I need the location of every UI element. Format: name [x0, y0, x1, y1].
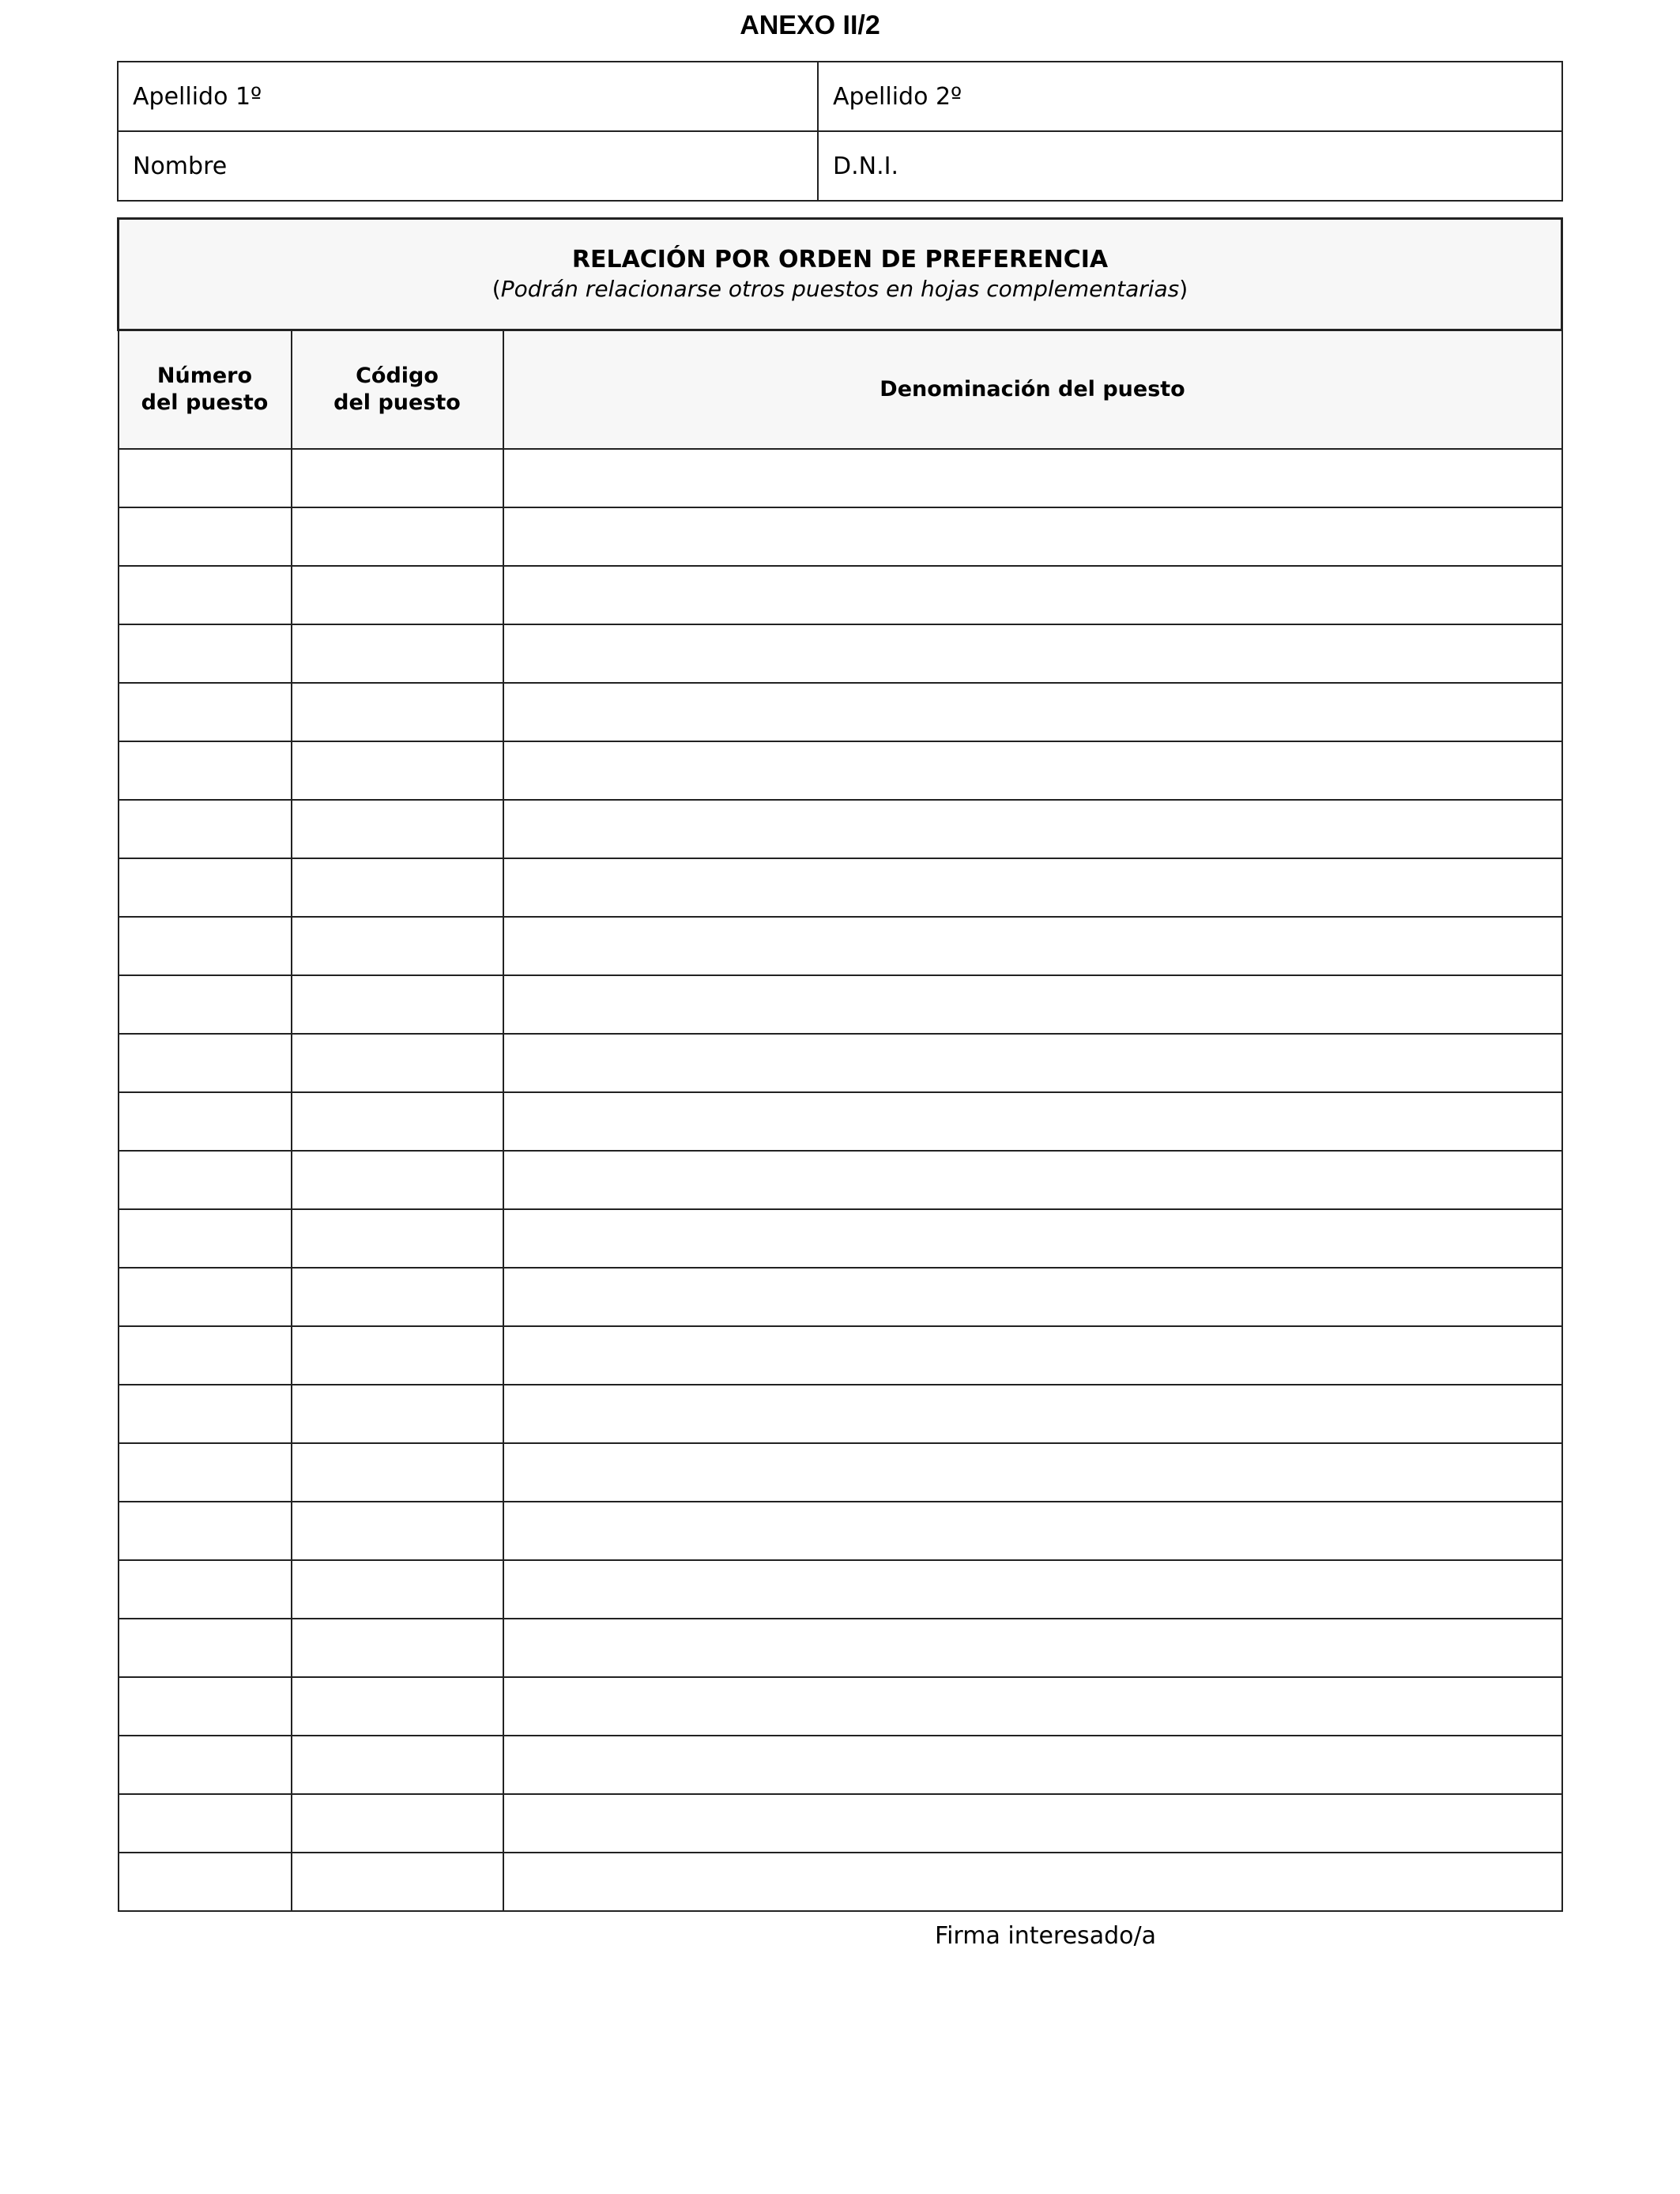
table-row [119, 1502, 1562, 1560]
apellido1-label: Apellido 1º [133, 82, 262, 111]
section-title: RELACIÓN POR ORDEN DE PREFERENCIA [571, 246, 1109, 273]
apellido2-field[interactable] [818, 62, 1562, 131]
denominacion-cell[interactable] [503, 917, 1562, 975]
denominacion-cell[interactable] [503, 1502, 1562, 1560]
table-row [119, 330, 1562, 450]
denominacion-cell[interactable] [503, 975, 1562, 1034]
numero-cell[interactable] [119, 624, 292, 683]
numero-cell[interactable] [119, 1502, 292, 1560]
denominacion-cell[interactable] [503, 1794, 1562, 1853]
column-header-line: Número [156, 364, 253, 388]
table-row [119, 917, 1562, 975]
nombre-label: Nombre [133, 152, 228, 180]
denominacion-cell[interactable] [503, 566, 1562, 624]
table-row [119, 566, 1562, 624]
numero-cell[interactable] [119, 1151, 292, 1209]
table-row [119, 449, 1562, 507]
codigo-cell[interactable] [292, 1385, 503, 1443]
numero-cell[interactable] [119, 566, 292, 624]
codigo-cell[interactable] [292, 449, 503, 507]
numero-cell[interactable] [119, 1209, 292, 1268]
table-row [119, 1268, 1562, 1326]
codigo-cell[interactable] [292, 1326, 503, 1385]
table-row [119, 1092, 1562, 1151]
codigo-cell[interactable] [292, 1736, 503, 1794]
numero-cell[interactable] [119, 800, 292, 858]
codigo-cell[interactable] [292, 858, 503, 917]
numero-cell[interactable] [119, 1560, 292, 1619]
denominacion-cell[interactable] [503, 624, 1562, 683]
denominacion-cell[interactable] [503, 449, 1562, 507]
denominacion-cell[interactable] [503, 1853, 1562, 1911]
codigo-cell[interactable] [292, 1092, 503, 1151]
denominacion-cell[interactable] [503, 1268, 1562, 1326]
signature-label: Firma interesado/a [935, 1922, 1156, 1950]
apellido1-field[interactable] [118, 62, 818, 131]
denominacion-cell[interactable] [503, 800, 1562, 858]
numero-cell[interactable] [119, 1619, 292, 1677]
codigo-cell[interactable] [292, 975, 503, 1034]
table-row [119, 800, 1562, 858]
numero-cell[interactable] [119, 1443, 292, 1502]
subtitle-close-paren: ) [1179, 276, 1188, 302]
subtitle-open-paren: ( [492, 276, 501, 302]
codigo-cell[interactable] [292, 800, 503, 858]
column-header-line: del puesto [333, 390, 461, 415]
table-row [119, 1677, 1562, 1736]
numero-cell[interactable] [119, 1268, 292, 1326]
numero-cell[interactable] [119, 917, 292, 975]
column-header-line: Código [356, 364, 439, 388]
table-row [119, 1794, 1562, 1853]
denominacion-cell[interactable] [503, 1560, 1562, 1619]
table-row [119, 1443, 1562, 1502]
table-row [119, 1151, 1562, 1209]
denominacion-cell[interactable] [503, 1326, 1562, 1385]
denominacion-cell[interactable] [503, 858, 1562, 917]
codigo-cell[interactable] [292, 1443, 503, 1502]
section-header [119, 219, 1562, 330]
subtitle-text: Podrán relacionarse otros puestos en hojas complementarias [500, 276, 1180, 302]
codigo-cell[interactable] [292, 1209, 503, 1268]
denominacion-cell[interactable] [503, 1619, 1562, 1677]
codigo-cell[interactable] [292, 1034, 503, 1092]
column-header-line: del puesto [141, 390, 269, 415]
denominacion-cell[interactable] [503, 1677, 1562, 1736]
table-row [119, 975, 1562, 1034]
numero-cell[interactable] [119, 1034, 292, 1092]
nombre-field[interactable] [118, 131, 818, 201]
denominacion-cell[interactable] [503, 1736, 1562, 1794]
numero-cell[interactable] [119, 507, 292, 566]
column-header-denominacion [503, 330, 1562, 450]
codigo-cell[interactable] [292, 741, 503, 800]
numero-cell[interactable] [119, 1736, 292, 1794]
codigo-cell[interactable] [292, 1151, 503, 1209]
preference-rows [119, 449, 1562, 1911]
column-header-codigo [292, 330, 503, 450]
numero-cell[interactable] [119, 449, 292, 507]
table-row [119, 1560, 1562, 1619]
numero-cell[interactable] [119, 1794, 292, 1853]
codigo-cell[interactable] [292, 1619, 503, 1677]
denominacion-cell[interactable] [503, 741, 1562, 800]
denominacion-cell[interactable] [503, 1092, 1562, 1151]
denominacion-cell[interactable] [503, 1443, 1562, 1502]
identification-table [117, 61, 1563, 202]
codigo-cell[interactable] [292, 624, 503, 683]
numero-cell[interactable] [119, 1385, 292, 1443]
numero-cell[interactable] [119, 741, 292, 800]
table-row [119, 1736, 1562, 1794]
table-row [119, 741, 1562, 800]
table-row [118, 62, 1562, 131]
numero-cell[interactable] [119, 1677, 292, 1736]
table-row [119, 1385, 1562, 1443]
codigo-cell[interactable] [292, 1853, 503, 1911]
numero-cell[interactable] [119, 1092, 292, 1151]
denominacion-cell[interactable] [503, 1385, 1562, 1443]
codigo-cell[interactable] [292, 917, 503, 975]
table-row [119, 624, 1562, 683]
dni-label: D.N.I. [833, 152, 898, 180]
column-header-numero [119, 330, 292, 450]
denominacion-cell[interactable] [503, 1209, 1562, 1268]
codigo-cell[interactable] [292, 1794, 503, 1853]
codigo-cell[interactable] [292, 1268, 503, 1326]
codigo-cell[interactable] [292, 1560, 503, 1619]
denominacion-cell[interactable] [503, 507, 1562, 566]
codigo-cell[interactable] [292, 1677, 503, 1736]
document-title: ANEXO II/2 [740, 10, 880, 40]
table-row [119, 858, 1562, 917]
apellido2-label: Apellido 2º [833, 82, 962, 111]
table-row [119, 219, 1562, 330]
table-row [119, 1034, 1562, 1092]
numero-cell[interactable] [119, 975, 292, 1034]
numero-cell[interactable] [119, 683, 292, 741]
table-row [119, 683, 1562, 741]
section-subtitle [120, 275, 1560, 303]
codigo-cell[interactable] [292, 683, 503, 741]
table-row [119, 1853, 1562, 1911]
table-row [119, 507, 1562, 566]
denominacion-cell[interactable] [503, 683, 1562, 741]
numero-cell[interactable] [119, 1326, 292, 1385]
table-row [119, 1209, 1562, 1268]
preference-table [117, 217, 1563, 1912]
table-row [119, 1326, 1562, 1385]
codigo-cell[interactable] [292, 1502, 503, 1560]
denominacion-cell[interactable] [503, 1151, 1562, 1209]
dni-field[interactable] [818, 131, 1562, 201]
table-row [118, 131, 1562, 201]
table-row [119, 1619, 1562, 1677]
numero-cell[interactable] [119, 1853, 292, 1911]
denominacion-cell[interactable] [503, 1034, 1562, 1092]
numero-cell[interactable] [119, 858, 292, 917]
codigo-cell[interactable] [292, 566, 503, 624]
codigo-cell[interactable] [292, 507, 503, 566]
column-header-line: Denominación del puesto [880, 377, 1185, 401]
